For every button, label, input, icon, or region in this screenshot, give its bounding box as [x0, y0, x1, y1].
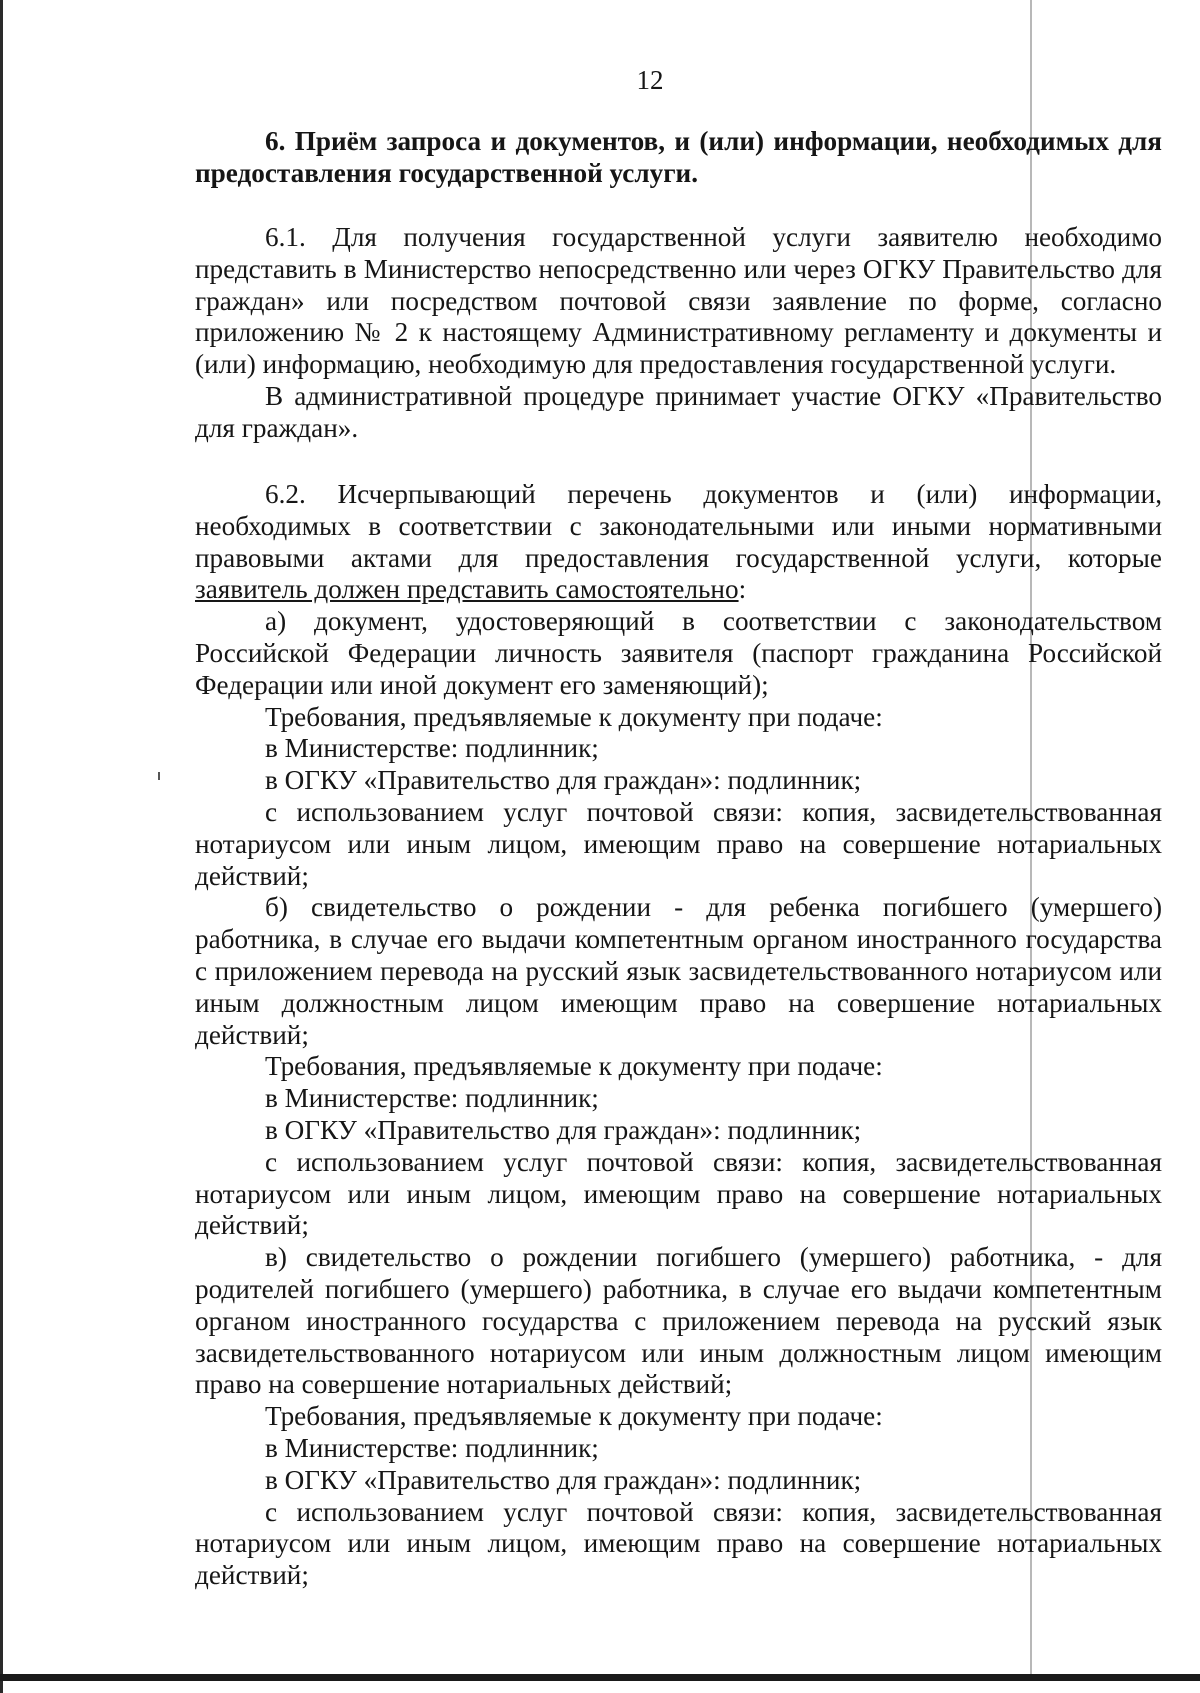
item-b-requirement-post: с использованием услуг почтовой связи: копия, засвидетельствованная нотариусом или иным лицом, имеющим право на совершение нотариальных действий; [195, 1146, 1162, 1241]
scan-bottom-border [0, 1674, 1200, 1681]
scan-speck [158, 772, 160, 780]
item-v-requirement-ogku: в ОГКУ «Правительство для граждан»: подлинник; [265, 1464, 862, 1495]
section-heading [195, 126, 1162, 190]
item-a: а) документ, удостоверяющий в соответствии с законодательством Российской Федерации личность заявителя (паспорт гражданина Российской Федерации или иной документ его заменяющий); [195, 606, 1162, 700]
item-b-requirements-title: Требования, предъявляемые к документу при подаче: [265, 1051, 883, 1082]
intro-underlined-text: заявитель должен представить самостоятельно [195, 574, 739, 605]
item-b-requirement-ogku: в ОГКУ «Правительство для граждан»: подлинник; [265, 1114, 862, 1145]
item-a-requirements-title: Требования, предъявляемые к документу при подаче: [265, 701, 883, 732]
item-v-requirements-title: Требования, предъявляемые к документу при подаче: [265, 1401, 883, 1432]
section-6-title: 6. Приём запроса и документов, и (или) информации, необходимых для предоставления государственной услуги. [195, 126, 1162, 188]
item-b-requirement-ministry: в Министерстве: подлинник; [265, 1083, 599, 1114]
intro-colon: : [738, 574, 747, 605]
scan-left-edge [0, 0, 3, 1693]
item-a-requirement-ministry: в Министерстве: подлинник; [265, 733, 599, 764]
intro-text: 6.2. Исчерпывающий перечень документов и (или) информации, необходимых в соответствии с законодательными или иными нормативными правовыми актами для предоставления государственной услуги, которые [195, 479, 1162, 573]
item-v-requirement-post: с использованием услуг почтовой связи: копия, засвидетельствованная нотариусом или иным лицом, имеющим право на совершение нотариальных действий; [195, 1496, 1162, 1591]
item-a-requirement-post: с использованием услуг почтовой связи: копия, засвидетельствованная нотариусом или иным лицом, имеющим право на совершение нотариальных действий; [195, 796, 1162, 891]
paragraph-6-2-intro [195, 479, 1162, 606]
paragraph-6-1-participant: В административной процедуре принимает участие ОГКУ «Правительство для граждан». [195, 380, 1162, 443]
paragraph-6-1: 6.1. Для получения государственной услуги заявителю необходимо представить в Министерство непосредственно или через ОГКУ Правительство для граждан» или посредством почтовой связи заявление по форме, согласно приложению № 2 к настоящему Административному регламенту и документы и (или) информацию, необходимую для предоставления государственной услуги. [195, 222, 1162, 380]
item-v: в) свидетельство о рождении погибшего (умершего) работника, - для родителей погибшего (умершего) работника, в случае его выдачи компетентным органом иностранного государства с приложением перевода на русский язык засвидетельствованного нотариусом или иным должностным лицом имеющим право на совершение нотариальных действий; [195, 1242, 1162, 1400]
section-6-2 [195, 479, 1162, 1592]
item-a-requirement-ogku: в ОГКУ «Правительство для граждан»: подлинник; [265, 765, 862, 796]
page-number: 12 [636, 65, 664, 95]
item-b: б) свидетельство о рождении - для ребенка погибшего (умершего) работника, в случае его выдачи компетентным органом иностранного государства с приложением перевода на русский язык засвидетельствованного нотариусом или иным должностным лицом имеющим право на совершение нотариальных действий; [195, 892, 1162, 1050]
section-6-1 [195, 222, 1162, 445]
item-v-requirement-ministry: в Министерстве: подлинник; [265, 1432, 599, 1463]
